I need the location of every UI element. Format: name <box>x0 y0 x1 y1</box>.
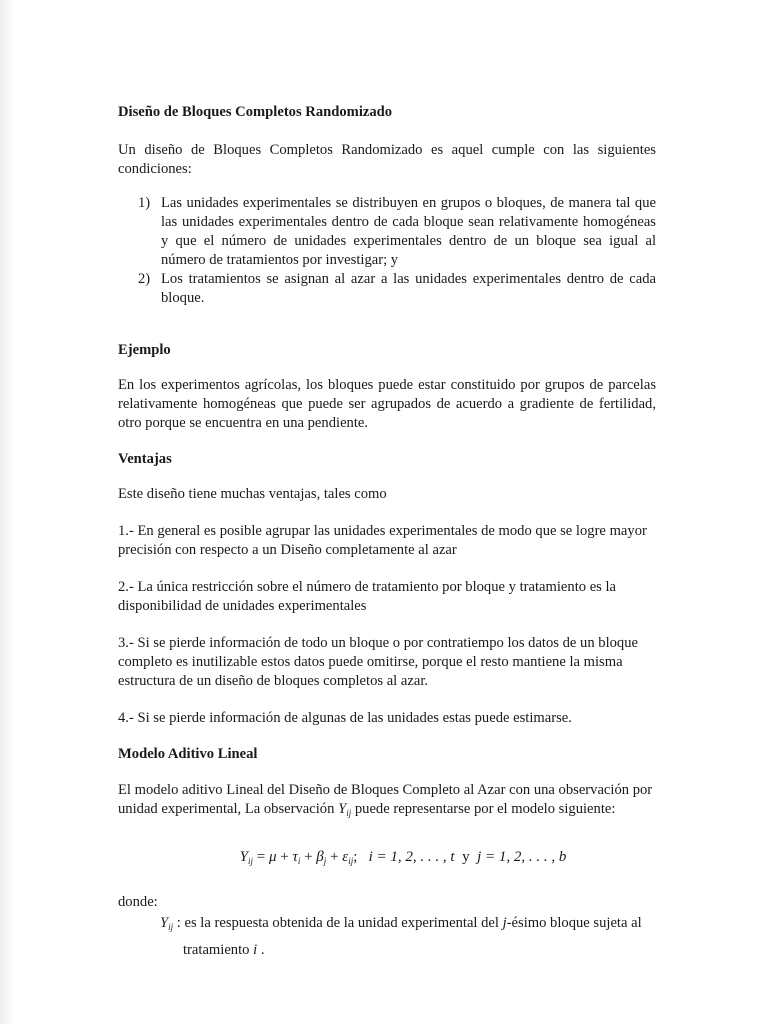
def-j: j <box>502 915 507 931</box>
def-text-part-2: -ésimo bloque sujeta al <box>506 915 642 931</box>
def-text-part-3: tratamiento <box>183 942 250 958</box>
intro-paragraph: Un diseño de Bloques Completos Randomizado es aquel cumple con las siguientes condiciones: <box>118 142 656 177</box>
definition-continuation <box>118 941 656 960</box>
eq-beta-sub: j <box>323 856 327 866</box>
model-symbol-base: Y <box>338 801 347 817</box>
advantage-item: 3.- Si se pierde información de todo un bloque o por contratiempo los datos de un bloque completo es inutilizable estos datos puede omitirse, porque el resto mantiene la misma estructura de un diseño de bloques completos al azar. <box>118 635 638 689</box>
advantages-intro: Este diseño tiene muchas ventajas, tales como <box>118 486 387 502</box>
list-item-text: Las unidades experimentales se distribuyen en grupos o bloques, de manera tal que las unidades experimentales dentro de cada bloque sean relativamente homogéneas y que el número de unidades experimentales dentro de un bloque sea igual al número de tratamientos por investigar; y <box>161 195 656 268</box>
model-paragraph <box>118 781 656 823</box>
document-page <box>118 100 656 960</box>
eq-j-range: j = 1, 2, . . . , b <box>477 849 567 865</box>
def-i: i <box>253 942 258 958</box>
eq-epsilon: ε <box>342 849 349 865</box>
model-heading: Modelo Aditivo Lineal <box>118 746 258 762</box>
eq-tau: τ <box>292 849 298 865</box>
eq-beta: β <box>316 849 324 865</box>
model-symbol-sub: ij <box>346 808 352 818</box>
advantage-item: 2.- La única restricción sobre el número de tratamiento por bloque y tratamiento es la disponibilidad de unidades experimentales <box>118 579 617 614</box>
model-text-part-1: El modelo aditivo Lineal del Diseño de Bloques Completo al Azar con una observación por unidad experimental, La observación <box>118 782 653 817</box>
eq-tau-sub: i <box>297 856 301 866</box>
model-equation: $Y_{ij} = \mu + \tau_i + \beta_j + \varepsilon_{ij}$; i = 1, 2, . . . , t y j = 1, 2, . . . , b <box>239 849 567 866</box>
eq-mu: μ <box>268 849 277 865</box>
def-symbol-base: Y <box>160 915 169 931</box>
eq-i-range: i = 1, 2, . . . , t <box>368 849 455 865</box>
list-item-number: 1) <box>138 195 151 211</box>
list-item <box>118 270 656 308</box>
model-text-part-2: puede representarse por el modelo siguiente: <box>354 801 616 817</box>
page-edge-shadow <box>0 0 14 1024</box>
eq-conjunction: y <box>462 849 470 865</box>
list-item-number: 2) <box>138 271 151 287</box>
def-symbol-sub: ij <box>168 922 174 932</box>
list-item-text: Los tratamientos se asignan al azar a las unidades experimentales dentro de cada bloque. <box>161 271 656 306</box>
eq-epsilon-sub: ij <box>348 856 354 866</box>
where-label: donde: <box>118 894 158 910</box>
conditions-list <box>118 194 656 308</box>
def-symbol <box>160 915 173 931</box>
eq-lhs: Y <box>239 849 248 865</box>
section-title: Diseño de Bloques Completos Randomizado <box>118 104 393 120</box>
advantages-heading: Ventajas <box>118 451 172 467</box>
example-paragraph: En los experimentos agrícolas, los bloques puede estar constituido por grupos de parcelas relativamente homogéneas que puede ser agrupados de acuerdo a gradiente de fertilidad, otro porque se encuentra en una pendiente. <box>118 377 656 431</box>
list-item <box>118 194 656 270</box>
eq-lhs-sub: ij <box>247 856 253 866</box>
model-symbol <box>338 801 351 817</box>
definition-line <box>118 914 656 937</box>
advantage-item: 1.- En general es posible agrupar las unidades experimentales de modo que se logre mayor precisión con respecto a un Diseño completamente al azar <box>118 523 647 558</box>
def-period: . <box>260 942 265 958</box>
def-text-part-1: : es la respuesta obtenida de la unidad experimental del <box>176 915 499 931</box>
example-heading: Ejemplo <box>118 342 171 358</box>
advantage-item: 4.- Si se pierde información de algunas de las unidades estas puede estimarse. <box>118 710 572 726</box>
